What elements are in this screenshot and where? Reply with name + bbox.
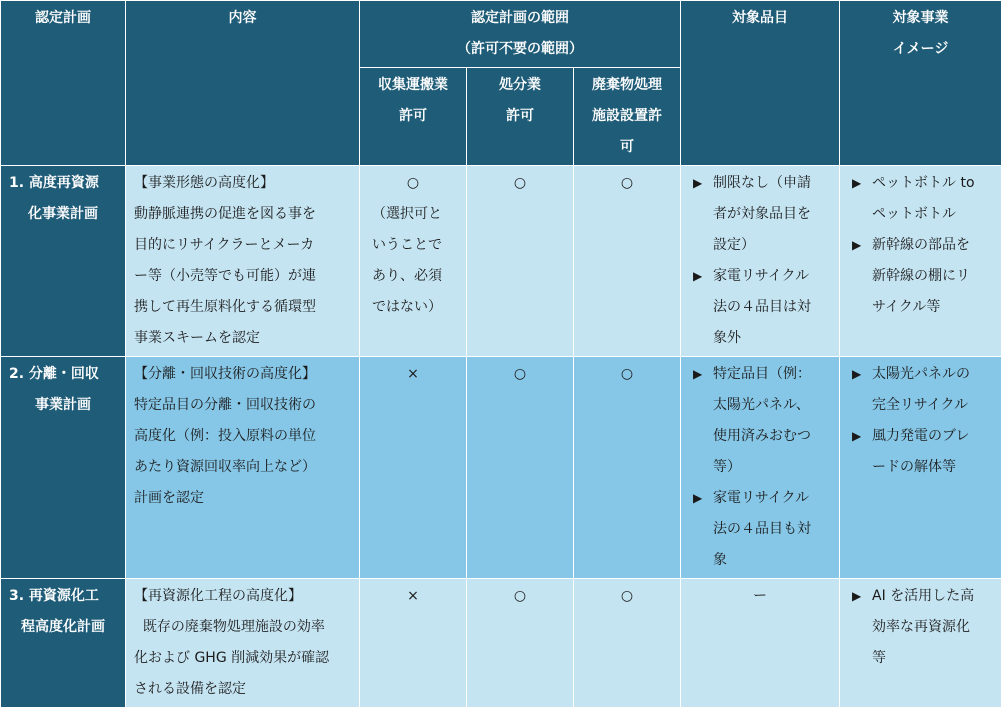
facility-permit-mark: ○ xyxy=(574,166,681,357)
triangle-right-icon: ▶ xyxy=(852,421,861,452)
list-item: ▶ 新幹線の部品を 新幹線の棚にリ サイクル等 xyxy=(848,230,993,323)
triangle-right-icon: ▶ xyxy=(693,483,702,514)
target-items xyxy=(681,357,840,579)
business-image xyxy=(840,579,1001,708)
target-items: ー xyxy=(681,579,840,708)
list-item: ▶ 家電リサイクル 法の４品目は対 象外 xyxy=(689,261,831,354)
business-image xyxy=(840,166,1001,357)
facility-permit-mark: ○ xyxy=(574,357,681,579)
disposal-permit-mark: ○ xyxy=(467,166,574,357)
triangle-right-icon: ▶ xyxy=(852,168,861,199)
triangle-right-icon: ▶ xyxy=(852,230,861,261)
row-content: 【事業形態の高度化】 動静脈連携の促進を図る事を 目的にリサイクラーとメーカ ー等（小売等でも可能）が連 携して再生原料化する循環型 事業スキームを認定 xyxy=(126,166,360,357)
row-content: 【分離・回収技術の高度化】 特定品目の分離・回収技術の 高度化（例：投入原料の単位 あたり資源回収率向上など） 計画を認定 xyxy=(126,357,360,579)
collection-permit-mark: × xyxy=(360,357,467,579)
row-title: 3. 再資源化工 程高度化計画 xyxy=(1,579,126,708)
list-item: ▶ 太陽光パネルの 完全リサイクル xyxy=(848,359,993,421)
list-item: ▶ 特定品目（例： 太陽光パネル、 使用済みおむつ 等） xyxy=(689,359,831,483)
header-business-image: 対象事業 イメージ xyxy=(840,1,1001,166)
triangle-right-icon: ▶ xyxy=(852,581,861,612)
header-collection-permit: 収集運搬業 許可 xyxy=(360,68,467,166)
row-title: 2. 分離・回収 事業計画 xyxy=(1,357,126,579)
header-scope: 認定計画の範囲 （許可不要の範囲） xyxy=(360,1,681,68)
triangle-right-icon: ▶ xyxy=(852,359,861,390)
disposal-permit-mark: ○ xyxy=(467,579,574,708)
list-item: ▶ 制限なし（申請 者が対象品目を 設定） xyxy=(689,168,831,261)
list-item: ▶ AI を活用した高 効率な再資源化 等 xyxy=(848,581,993,674)
header-row-1 xyxy=(1,1,1001,68)
table-row xyxy=(1,357,1001,579)
target-items xyxy=(681,166,840,357)
business-image xyxy=(840,357,1001,579)
list-item: ▶ 風力発電のブレ ードの解体等 xyxy=(848,421,993,483)
collection-permit-mark: ○ （選択可と いうことで あり、必須 ではない） xyxy=(360,166,467,357)
table-row xyxy=(1,166,1001,357)
header-facility-permit: 廃棄物処理 施設設置許 可 xyxy=(574,68,681,166)
list-item: ▶ 家電リサイクル 法の４品目も対 象 xyxy=(689,483,831,576)
header-target-items: 対象品目 xyxy=(681,1,840,166)
header-content: 内容 xyxy=(126,1,360,166)
triangle-right-icon: ▶ xyxy=(693,168,702,199)
facility-permit-mark: ○ xyxy=(574,579,681,708)
table-row xyxy=(1,579,1001,708)
header-disposal-permit: 処分業 許可 xyxy=(467,68,574,166)
header-plan: 認定計画 xyxy=(1,1,126,166)
list-item: ▶ ペットボトル to ペットボトル xyxy=(848,168,993,230)
row-title: 1. 高度再資源 化事業計画 xyxy=(1,166,126,357)
collection-permit-mark: × xyxy=(360,579,467,708)
row-content: 【再資源化工程の高度化】 既存の廃棄物処理施設の効率 化および GHG 削減効果が確認 される設備を認定 xyxy=(126,579,360,708)
disposal-permit-mark: ○ xyxy=(467,357,574,579)
triangle-right-icon: ▶ xyxy=(693,261,702,292)
triangle-right-icon: ▶ xyxy=(693,359,702,390)
